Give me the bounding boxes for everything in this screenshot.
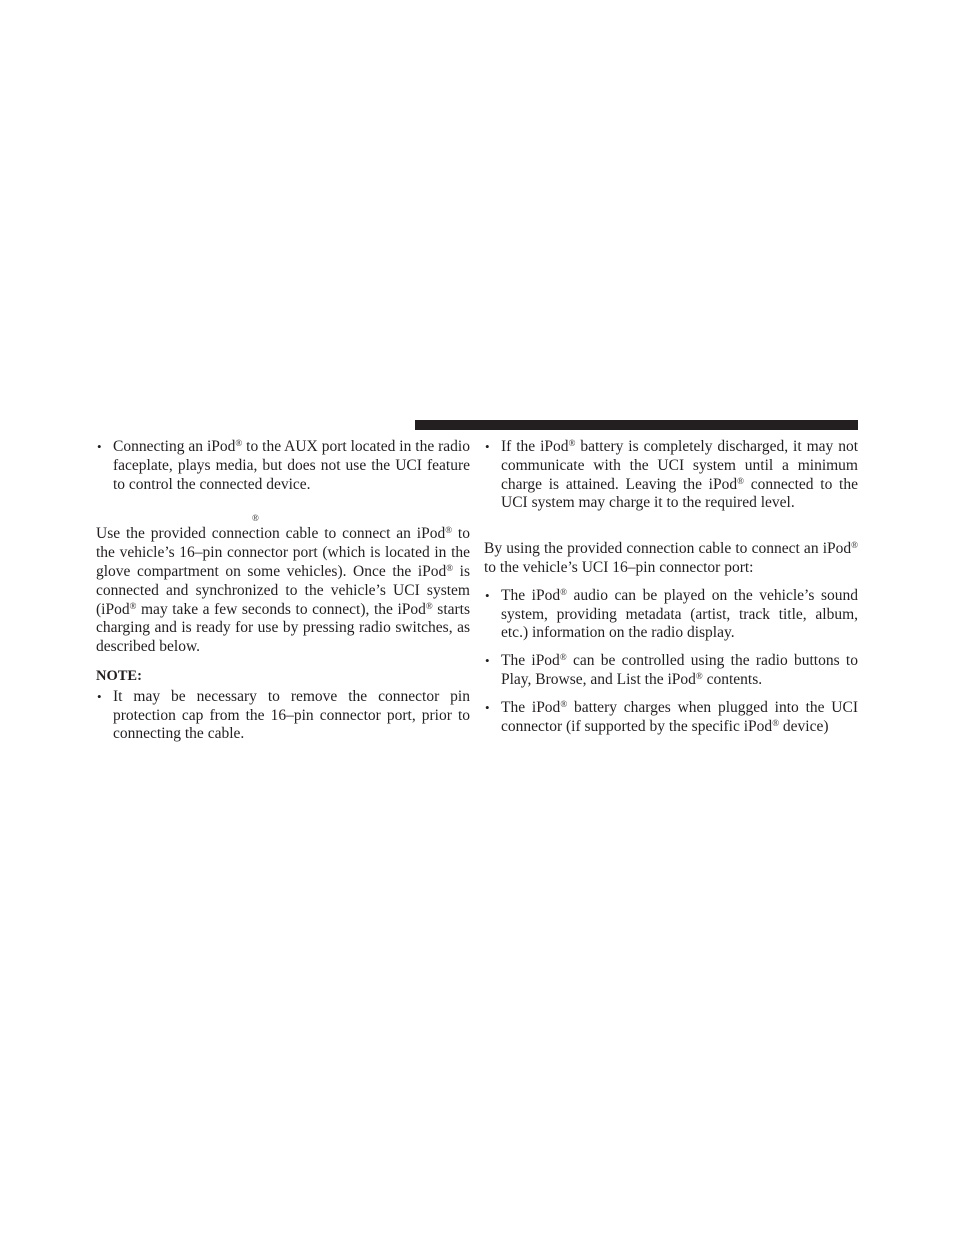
list-item: • The iPod® can be controlled using the radio buttons to Play, Browse, and List the iPod® contents. bbox=[484, 652, 858, 690]
list-item: • The iPod® audio can be played on the vehicle’s sound system, providing metadata (artist, track title, album, etc.) information on the radio display. bbox=[484, 587, 858, 643]
registered-mark: ® bbox=[252, 513, 259, 524]
left-column bbox=[96, 438, 470, 753]
list-item: • If the iPod® battery is completely discharged, it may not communicate with the UCI system until a minimum charge is attained. Leaving the iPod® connected to the UCI system may charge it to the required level. bbox=[484, 438, 858, 513]
body-paragraph: Use the provided connection cable to connect an iPod® to the vehicle’s 16–pin connector port (which is located in the glove compartment on some vehicles). Once the iPod® is connected and synchronized to the vehicle’s UCI system (iPod® may take a few seconds to connect), the iPod® starts charging and is ready for use by pressing radio switches, as described below. bbox=[96, 525, 471, 656]
list-item: • Connecting an iPod® to the AUX port located in the radio faceplate, plays media, but does not use the UCI feature to control the connected device. bbox=[96, 438, 470, 494]
section-heading-spacer bbox=[484, 522, 858, 540]
intro-paragraph: By using the provided connection cable to connect an iPod® to the vehicle’s UCI 16–pin connector port: bbox=[484, 540, 858, 576]
section-heading bbox=[96, 503, 470, 525]
section-header-bar bbox=[415, 420, 858, 430]
list-item: • The iPod® battery charges when plugged into the UCI connector (if supported by the specific iPod® device) bbox=[484, 699, 858, 737]
right-column bbox=[484, 438, 858, 745]
note-label: NOTE: bbox=[96, 667, 142, 684]
note-list-item: • It may be necessary to remove the connector pin protection cap from the 16–pin connector port, prior to connecting the cable. bbox=[96, 688, 470, 744]
